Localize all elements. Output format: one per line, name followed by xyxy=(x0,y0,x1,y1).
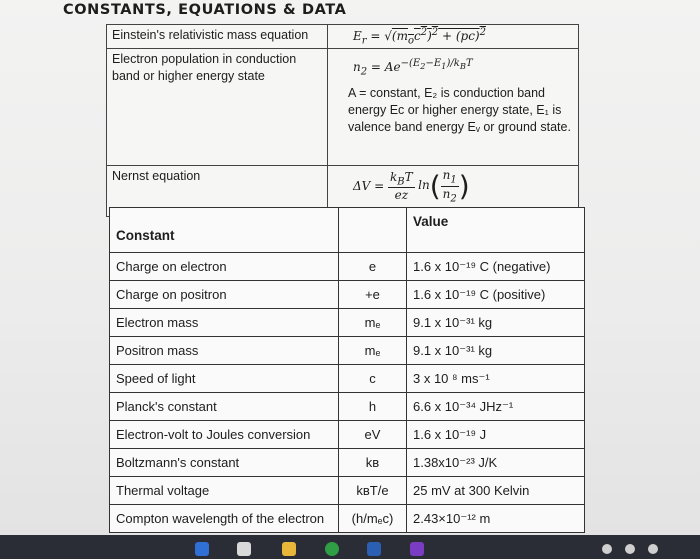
constant-value: 25 mV at 300 Kelvin xyxy=(407,477,585,505)
constant-symbol: +e xyxy=(339,281,407,309)
constants-table xyxy=(109,207,585,533)
constant-symbol: h xyxy=(339,393,407,421)
word-icon[interactable] xyxy=(367,542,381,556)
einstein-formula: $E_r = √(m_oc^2)^2 + (pc)^2$ xyxy=(328,25,579,49)
table-row xyxy=(107,25,579,49)
constant-symbol: kʙ xyxy=(339,449,407,477)
constant-value: 9.1 x 10⁻³¹ kg xyxy=(407,309,585,337)
table-row xyxy=(110,505,585,533)
constant-symbol: c xyxy=(339,365,407,393)
constant-name: Speed of light xyxy=(110,365,339,393)
app-icon[interactable] xyxy=(237,542,251,556)
constant-value: 6.6 x 10⁻³⁴ JHz⁻¹ xyxy=(407,393,585,421)
chrome-icon[interactable] xyxy=(325,542,339,556)
table-row xyxy=(110,337,585,365)
constant-name: Positron mass xyxy=(110,337,339,365)
constant-symbol: e xyxy=(339,253,407,281)
table-row xyxy=(110,281,585,309)
constant-name: Planck's constant xyxy=(110,393,339,421)
app-icon[interactable] xyxy=(195,542,209,556)
constant-symbol: kʙT/e xyxy=(339,477,407,505)
constant-value: 3 x 10 ⁸ ms⁻¹ xyxy=(407,365,585,393)
constant-symbol: mₑ xyxy=(339,309,407,337)
table-row xyxy=(110,393,585,421)
system-tray-icon[interactable] xyxy=(648,544,658,554)
system-tray-icon[interactable] xyxy=(625,544,635,554)
equation-name: Einstein's relativistic mass equation xyxy=(107,25,328,49)
population-formula-cell xyxy=(328,49,579,166)
constant-name: Electron mass xyxy=(110,309,339,337)
population-notes: A = constant, E₂ is conduction band energy Eᴄ or higher energy state, E₁ is valence band energy Eᵥ or ground state. xyxy=(348,85,571,134)
constant-value: 1.38x10⁻²³ J/K xyxy=(407,449,585,477)
constant-name: Charge on electron xyxy=(110,253,339,281)
column-header-symbol xyxy=(339,208,407,253)
app-icon[interactable] xyxy=(282,542,296,556)
constant-symbol: mₑ xyxy=(339,337,407,365)
nernst-formula: ΔV = $\frac{k_BT}{ez}$ ln( $\frac{n_1}{n_2}$ ) xyxy=(328,166,579,217)
table-row xyxy=(110,365,585,393)
constant-name: Charge on positron xyxy=(110,281,339,309)
constant-name: Electron-volt to Joules conversion xyxy=(110,421,339,449)
equation-name: Electron population in conduction band or higher energy state xyxy=(107,49,328,166)
constant-symbol: eV xyxy=(339,421,407,449)
equations-table xyxy=(106,24,579,217)
app-icon[interactable] xyxy=(410,542,424,556)
table-row xyxy=(110,477,585,505)
constant-name: Boltzmann's constant xyxy=(110,449,339,477)
table-row xyxy=(110,421,585,449)
constant-name: Thermal voltage xyxy=(110,477,339,505)
constant-symbol: (h/mₑc) xyxy=(339,505,407,533)
constant-value: 2.43×10⁻¹² m xyxy=(407,505,585,533)
equation-name: Nernst equation xyxy=(107,166,328,217)
taskbar xyxy=(0,535,700,559)
column-header-value: Value xyxy=(407,208,585,253)
column-header-constant: Constant xyxy=(110,208,339,253)
constant-value: 1.6 x 10⁻¹⁹ J xyxy=(407,421,585,449)
table-row xyxy=(110,253,585,281)
system-tray-icon[interactable] xyxy=(602,544,612,554)
constant-name: Compton wavelength of the electron xyxy=(110,505,339,533)
population-formula: $n_2 = Ae^{-(E_2-E_1)/k_BT}$ xyxy=(353,58,473,78)
table-row xyxy=(110,449,585,477)
table-row xyxy=(107,49,579,166)
table-header-row xyxy=(110,208,585,253)
constant-value: 1.6 x 10⁻¹⁹ C (positive) xyxy=(407,281,585,309)
constant-value: 9.1 x 10⁻³¹ kg xyxy=(407,337,585,365)
table-row xyxy=(110,309,585,337)
constant-value: 1.6 x 10⁻¹⁹ C (negative) xyxy=(407,253,585,281)
page-title: CONSTANTS, EQUATIONS & DATA xyxy=(63,2,347,18)
